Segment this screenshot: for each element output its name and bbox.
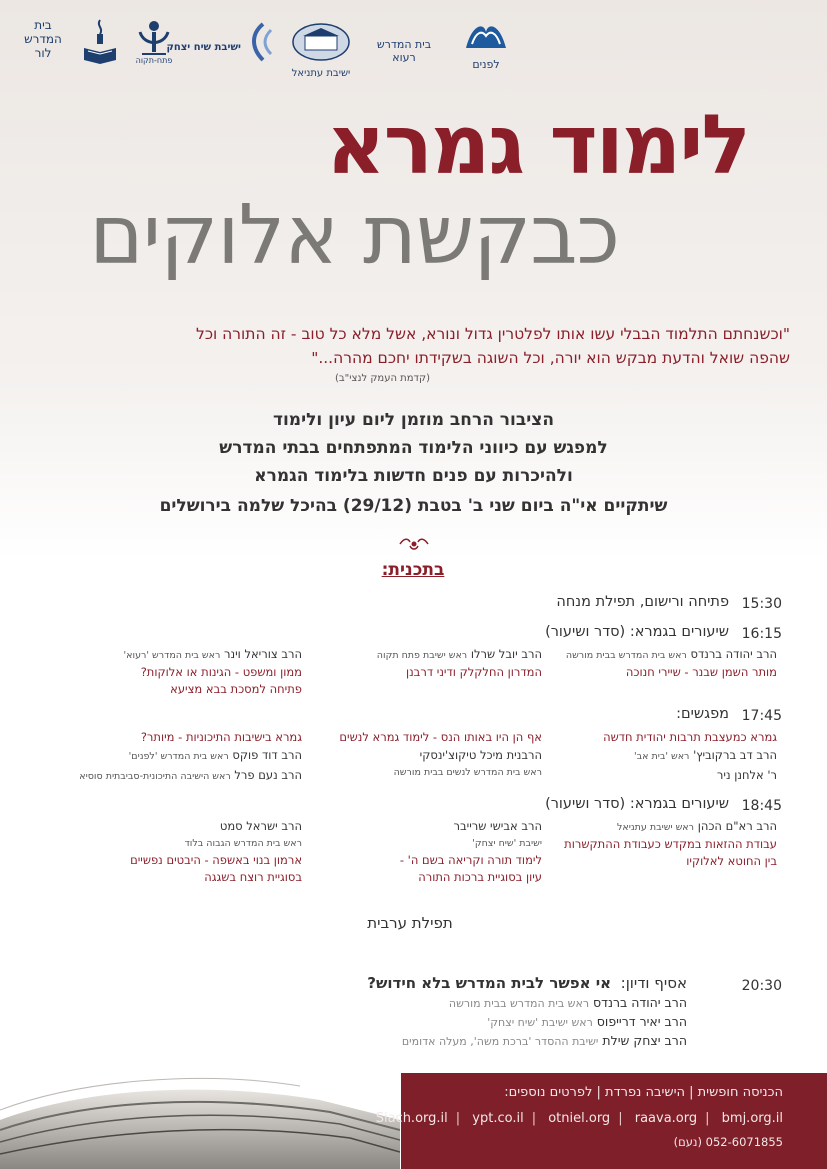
bmj-logo-line2: המדרש (24, 32, 62, 46)
lesson-hacohen (532, 818, 777, 870)
meeting-women (297, 728, 542, 782)
speaker-role: ראש 'בית אב' (634, 751, 690, 762)
panel-title: אי אפשר לבית המדרש בלא חידוש? (367, 974, 612, 992)
site-link-otniel[interactable]: otniel.org (548, 1111, 611, 1126)
petah-tikva-logo-text: פתח-תקוה (135, 56, 173, 65)
speaker-name: הרב נעם פרל (234, 768, 302, 782)
lesson-topic: המדרון החלקלק ודיני דרבנן (405, 665, 542, 679)
lesson-topic-line2: עיון בסוגיית ברכות התורה (418, 870, 542, 884)
panelist-name: הרב יאיר דרייפוס (596, 1014, 687, 1029)
lesson-topic: עבודת ההזאות במקדש כעבודת ההתקשרות (564, 837, 777, 851)
book-candle-icon (82, 18, 118, 64)
siach-logo-text: ישיבת שיח יצחק (166, 42, 241, 53)
raava-logo (364, 38, 444, 64)
speaker-name: הרב רא"ם הכהן (697, 819, 777, 833)
panelist-name: הרב יצחק שילת (602, 1033, 687, 1048)
otniel-logo (288, 22, 354, 79)
lesson-topic-line2: בסוגיית רוצח בשגגה (204, 870, 302, 884)
invitation-line1: הציבור הרחב מוזמן ליום עיון ולימוד (272, 410, 555, 430)
site-link-bmj[interactable]: bmj.org.il (721, 1111, 783, 1126)
lifnim-logo (460, 18, 512, 71)
raava-logo-text: בית המדרש רעוא (376, 38, 432, 64)
speaker-name: הרב צוריאל וינר (223, 647, 302, 661)
speaker-role: ישיבת 'שיח יצחק' (472, 838, 542, 849)
otniel-logo-text: ישיבת עתניאל (291, 68, 351, 79)
lesson-samet (57, 818, 302, 886)
speaker-role: ראש ישיבת עתניאל (616, 822, 695, 833)
speaker-role: ראש בית המדרש בבית מורשה (565, 650, 687, 661)
time-1530: 15:30 (741, 596, 782, 612)
speaker-name: הרב יהודה ברנדס (690, 647, 777, 661)
meeting-title: גמרא בישיבות התיכוניות - מיותר? (140, 730, 302, 744)
quote-source: (קדמת העמק לנצי"ב) (335, 373, 430, 384)
schedule-lessons-2: שיעורים בגמרא: (סדר ושיעור) (545, 796, 729, 812)
time-1615: 16:15 (741, 626, 782, 642)
speaker-name: הרב אבישי שרייבר (453, 819, 542, 833)
siach-leaf-icon (243, 22, 273, 62)
panelist (402, 1033, 687, 1048)
speaker-name: הרב ישראל סמט (219, 819, 302, 833)
footer-sites: Siach.org.il | ypt.co.il | otniel.org | raava.org | bmj.org.il (375, 1111, 783, 1126)
phone-note: (נעם) (673, 1135, 703, 1149)
speaker-name: הרבנית מיכל טיקוצ'ינסקי (419, 748, 542, 762)
panelist (487, 1014, 687, 1029)
lesson-topic-line2: פתיחה למסכת בבא מציעא (170, 682, 302, 696)
otniel-building-icon (291, 22, 351, 62)
time-1845: 18:45 (741, 798, 782, 814)
time-1745: 17:45 (741, 708, 782, 724)
footer-info-box (375, 1073, 827, 1169)
opening-quote: "וכשנחתם התלמוד הבבלי עשו אותו לפלטרין גדול ונורא, אשל מלא כל טוב - זה התורה וכל שהפה שואל והדעת מבקש הוא יורה, וכל השוגה בשקידתו יחכם מהרה..." (196, 325, 790, 367)
open-book-image (0, 1060, 400, 1169)
bmj-logo-line3: לור (34, 46, 52, 60)
speaker-role: ראש הישיבה התיכונית-סביבתית סוסיא (79, 771, 231, 782)
site-link-siach[interactable]: Siach.org.il (375, 1111, 448, 1126)
main-title-line2: כבקשת אלוקים (89, 188, 619, 283)
meeting-culture (532, 728, 777, 784)
site-link-ypt[interactable]: ypt.co.il (472, 1111, 524, 1126)
lesson-brandes (532, 646, 777, 681)
phone-number: 052-6071855 (705, 1135, 783, 1149)
speaker-name: ר' אלחנן ניר (716, 768, 777, 782)
invitation-line2: למפגש עם כיווני הלימוד המתפתחים בבתי המדרש (219, 438, 608, 458)
panelist-name: הרב יהודה ברנדס (593, 995, 687, 1010)
book-candle-logo (80, 18, 120, 64)
speaker-name: הרב דב ברקוביץ' (693, 748, 777, 762)
ornament-icon (398, 536, 430, 552)
event-date-location: שיתקיים אי"ה ביום שני ב' בטבת (29/12) בהיכל שלמה בירושלים (159, 496, 668, 516)
invitation (150, 406, 677, 490)
open-book-icon (462, 18, 510, 58)
lesson-topic: לימוד תורה וקריאה בשם ה' - (399, 853, 542, 867)
speaker-role: ראש ישיבת פתח תקוה (376, 650, 468, 661)
lesson-topic-line2: בין החוטא לאלוקיו (686, 854, 777, 868)
lesson-sherlo (297, 646, 542, 681)
panel-label: אסיף ודיון: (620, 974, 687, 992)
panelist-role: ישיבת ההסדר 'ברכת משה', מעלה אדומים (401, 1035, 599, 1048)
speaker-name: הרב יובל שרלו (470, 647, 542, 661)
schedule-opening: פתיחה ורישום, תפילת מנחה (556, 594, 729, 610)
site-link-raava[interactable]: raava.org (634, 1111, 698, 1126)
lesson-winer (57, 646, 302, 698)
meeting-title: אף הן היו באותו הנס - לימוד גמרא לנשים (339, 730, 542, 744)
bmj-logo (22, 18, 64, 60)
lesson-topic: ארמון בנוי באשפה - היבטים נפשיים (130, 853, 302, 867)
footer-phone (674, 1135, 783, 1149)
speaker-name: הרב דוד פוקס (232, 748, 302, 762)
time-2030: 20:30 (741, 978, 782, 994)
invitation-line3: ולהיכרות עם פנים חדשות בלימוד הגמרא (254, 466, 573, 486)
lesson-topic: ממון ומשפט - הגינות או אלוקות? (140, 665, 302, 679)
program-heading: בתכנית: (381, 560, 445, 580)
schedule-meetings: מפגשים: (676, 706, 729, 722)
lifnim-logo-text: לפנים (472, 58, 500, 71)
evening-prayer: תפילת ערבית (367, 914, 453, 932)
lesson-schreiber (297, 818, 542, 886)
footer-info-line: הכניסה חופשית | הישיבה נפרדת | לפרטים נוספים: (504, 1085, 783, 1100)
panelist (449, 995, 687, 1010)
panelist-role: ראש בית המדרש בבית מורשה (448, 997, 590, 1010)
meeting-highschools (57, 728, 302, 786)
lesson-topic: מותר השמן שבנר - שיירי חנוכה (625, 665, 777, 679)
speaker-role: ראש בית המדרש 'רעוא' (123, 650, 221, 661)
bmj-logo-line1: בית (34, 18, 52, 32)
meeting-title: גמרא כמעצבת תרבות יהודית חדשה (603, 730, 777, 744)
panelist-role: ראש ישיבת 'שיח יצחק' (487, 1016, 593, 1029)
speaker-role: ראש בית המדרש הגבוה בלוד (184, 838, 302, 849)
panel-heading (367, 974, 687, 992)
speaker-role: ראש בית המדרש 'לפנים' (128, 751, 229, 762)
main-title-line1: לימוד גמרא (325, 98, 749, 193)
speaker-role: ראש בית המדרש לנשים בבית מורשה (393, 767, 542, 778)
schedule-lessons-1: שיעורים בגמרא: (סדר ושיעור) (545, 624, 729, 640)
